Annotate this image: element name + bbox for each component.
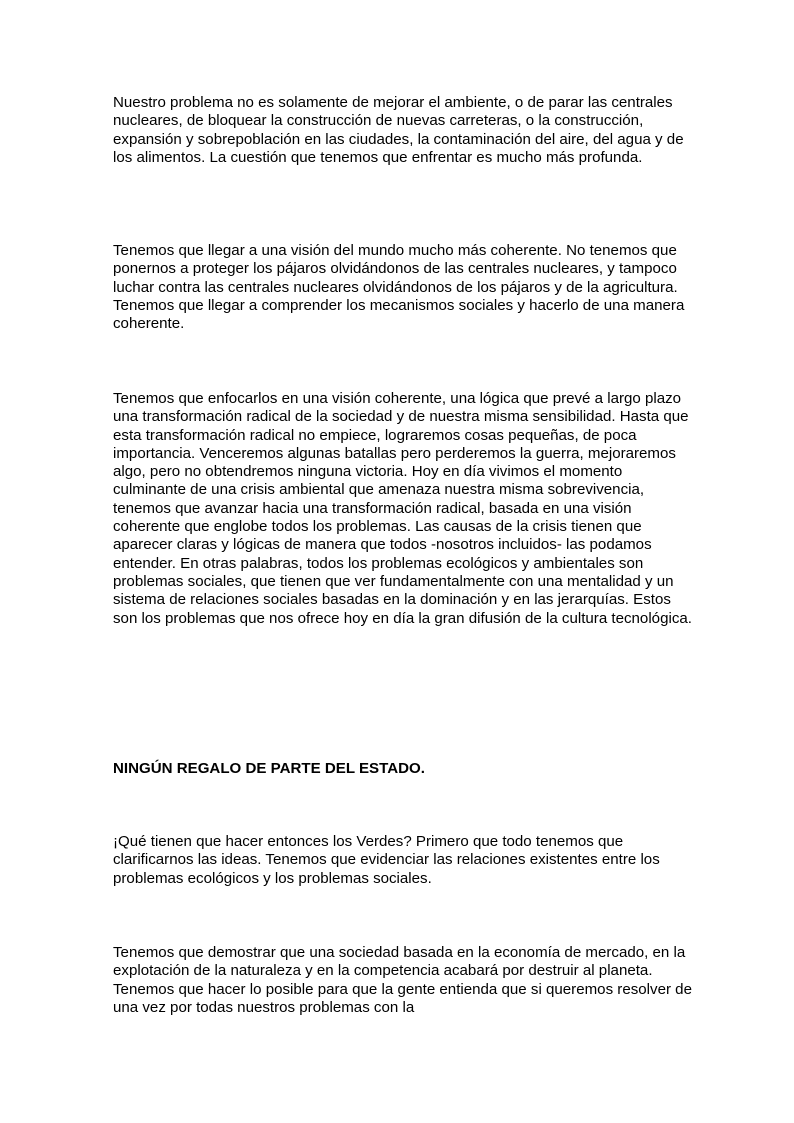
paragraph-2: Tenemos que llegar a una visión del mundo mucho más coherente. No tenemos que ponernos a proteger los pájaros olvidándonos de las centrales nucleares, y tampoco luchar contra las centrales nucleares olvidándonos de los pájaros y de la agricultura. Tenemos que llegar a comprender los mecanismos sociales y hacerlo de una manera coherente. [113, 242, 685, 333]
paragraph-5: Tenemos que demostrar que una sociedad basada en la economía de mercado, en la explotación de la naturaleza y en la competencia acabará por destruir al planeta. Tenemos que hacer lo posible para que la gente entienda que si queremos resolver de una vez por todas nuestros problemas con la [113, 944, 692, 1016]
section-heading: NINGÚN REGALO DE PARTE DEL ESTADO. [113, 760, 425, 777]
paragraph-1: Nuestro problema no es solamente de mejorar el ambiente, o de parar las centrales nucleares, de bloquear la construcción de nuevas carreteras, o la construcción, expansión y sobrepoblación en las ciudades, la contaminación del aire, del agua y de los alimentos. La cuestión que tenemos que enfrentar es mucho más profunda. [113, 94, 684, 166]
paragraph-3: Tenemos que enfocarlos en una visión coherente, una lógica que prevé a largo plazo una transformación radical de la sociedad y de nuestra misma sensibilidad. Hasta que esta transformación radical no empiece, lograremos cosas pequeñas, de poca importancia. Venceremos algunas batallas pero perderemos la guerra, mejoraremos algo, pero no obtendremos ninguna victoria. Hoy en día vivimos el momento culminante de una crisis ambiental que amenaza nuestra misma sobrevivencia, tenemos que avanzar hacia una transformación radical, basada en una visión coherente que englobe todos los problemas. Las causas de la crisis tienen que aparecer claras y lógicas de manera que todos -nosotros incluidos- las podamos entender. En otras palabras, todos los problemas ecológicos y ambientales son problemas sociales, que tienen que ver fundamentalmente con una mentalidad y un sistema de relaciones sociales basadas en la dominación y en las jerarquías. Estos son los problemas que nos ofrece hoy en día la gran difusión de la cultura tecnológica. [113, 390, 692, 627]
paragraph-4: ¡Qué tienen que hacer entonces los Verdes? Primero que todo tenemos que clarificarnos las ideas. Tenemos que evidenciar las relaciones existentes entre los problemas ecológicos y los problemas sociales. [113, 833, 660, 887]
